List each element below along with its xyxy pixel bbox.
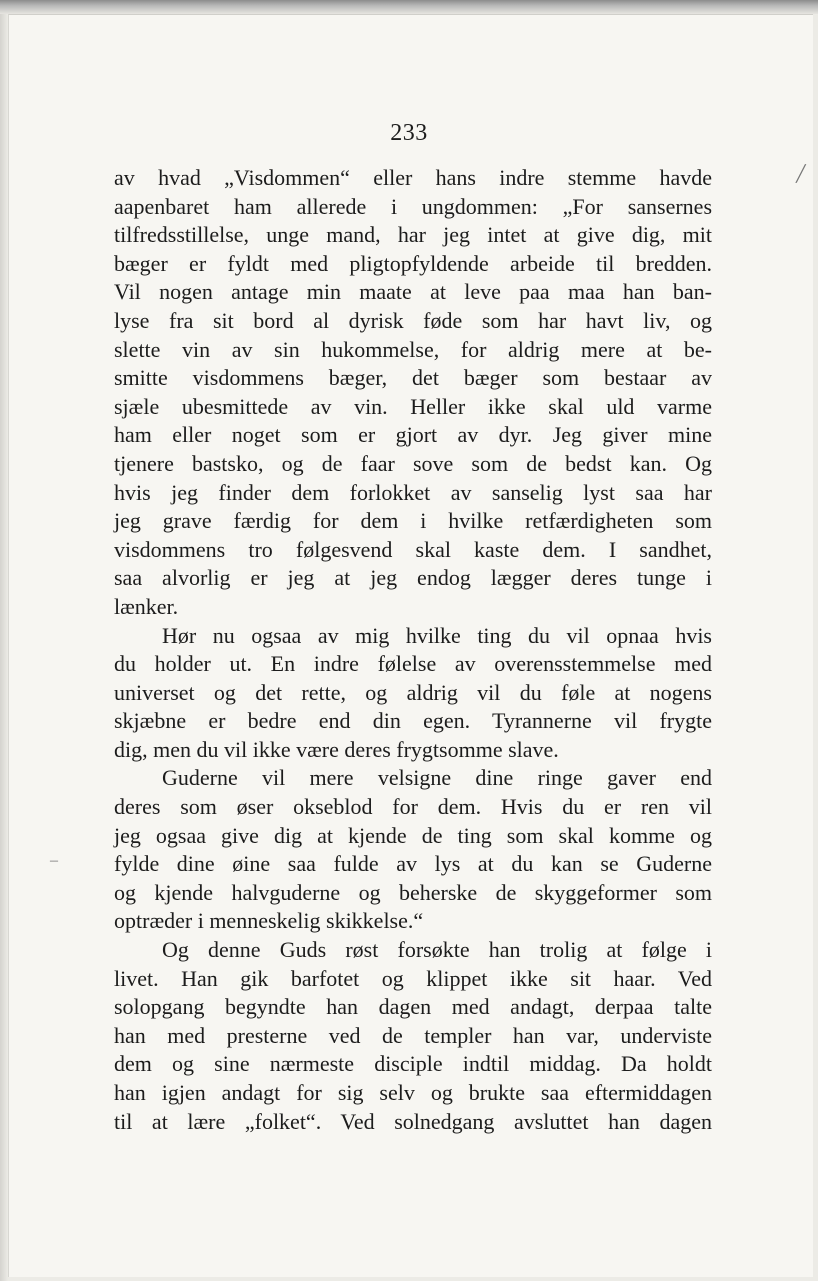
text-line: Guderne vil mere velsigne dine ringe gaver end — [162, 765, 712, 791]
text-line: sjæle ubesmittede av vin. Heller ikke skal uld varme — [114, 393, 712, 419]
body-text — [114, 164, 712, 1136]
text-line: hvis jeg finder dem forlokket av sanselig lyst saa har — [114, 479, 712, 505]
scan-top-edge — [0, 0, 818, 14]
text-line: lyse fra sit bord al dyrisk føde som har havt liv, og — [114, 307, 712, 333]
text-line: smitte visdommens bæger, det bæger som bestaar av — [114, 365, 712, 391]
text-line: tilfredsstillelse, unge mand, har jeg intet at give dig, mit — [114, 222, 712, 248]
text-line: aapenbaret ham allerede i ungdommen: „For sansernes — [114, 193, 712, 219]
text-line: lænker. — [114, 593, 179, 619]
text-line: livet. Han gik barfotet og klippet ikke sit haar. Ved — [114, 965, 712, 991]
text-line: han med presterne ved de templer han var, underviste — [114, 1022, 712, 1048]
text-line: dem og sine nærmeste disciple indtil middag. Da holdt — [114, 1051, 712, 1077]
page-left-edge — [0, 0, 8, 1281]
text-line: fylde dine øine saa fulde av lys at du kan se Guderne — [114, 851, 712, 877]
text-line: Vil nogen antage min maate at leve paa maa han ban- — [114, 279, 712, 305]
text-line: dig, men du vil ikke være deres frygtsomme slave. — [114, 736, 559, 762]
text-line: optræder i menneskelig skikkelse.“ — [114, 908, 424, 934]
text-line: Og denne Guds røst forsøkte han trolig at følge i — [162, 937, 712, 963]
text-line: jeg ogsaa give dig at kjende de ting som skal komme og — [114, 822, 712, 848]
text-line: visdommens tro følgesvend skal kaste dem. I sandhet, — [114, 536, 712, 562]
text-line: han igjen andagt for sig selv og brukte saa eftermiddagen — [114, 1080, 712, 1105]
text-line: skjæbne er bedre end din egen. Tyrannerne vil frygte — [114, 708, 712, 734]
text-line: saa alvorlig er jeg at jeg endog lægger deres tunge i — [114, 565, 712, 591]
text-line: tjenere bastsko, og de faar sove som de bedst kan. Og — [114, 450, 712, 476]
text-line: ham eller noget som er gjort av dyr. Jeg giver mine — [114, 422, 712, 448]
text-line: Hør nu ogsaa av mig hvilke ting du vil opnaa hvis — [162, 622, 712, 648]
text-line: jeg grave færdig for dem i hvilke retfærdigheten som — [114, 508, 712, 534]
text-line: og kjende halvguderne og beherske de skyggeformer som — [114, 879, 712, 905]
text-line: bæger er fyldt med pligtopfyldende arbeide til bredden. — [114, 250, 712, 276]
text-line: av hvad „Visdommen“ eller hans indre stemme havde — [114, 165, 712, 190]
text-line: universet og det rette, og aldrig vil du føle at nogens — [114, 679, 712, 705]
text-line: til at lære „folket“. Ved solnedgang avsluttet han dagen — [114, 1108, 712, 1134]
page-number: 233 — [390, 120, 428, 146]
text-line: slette vin av sin hukommelse, for aldrig mere at be- — [114, 336, 712, 362]
text-line: du holder ut. En indre følelse av overensstemmelse med — [114, 651, 712, 677]
margin-speck: – — [50, 852, 58, 869]
text-line: deres som øser okseblod for dem. Hvis du er ren vil — [114, 794, 712, 820]
text-line: solopgang begyndte han dagen med andagt, derpaa talte — [114, 994, 712, 1020]
margin-speck: ╱ — [796, 166, 806, 183]
